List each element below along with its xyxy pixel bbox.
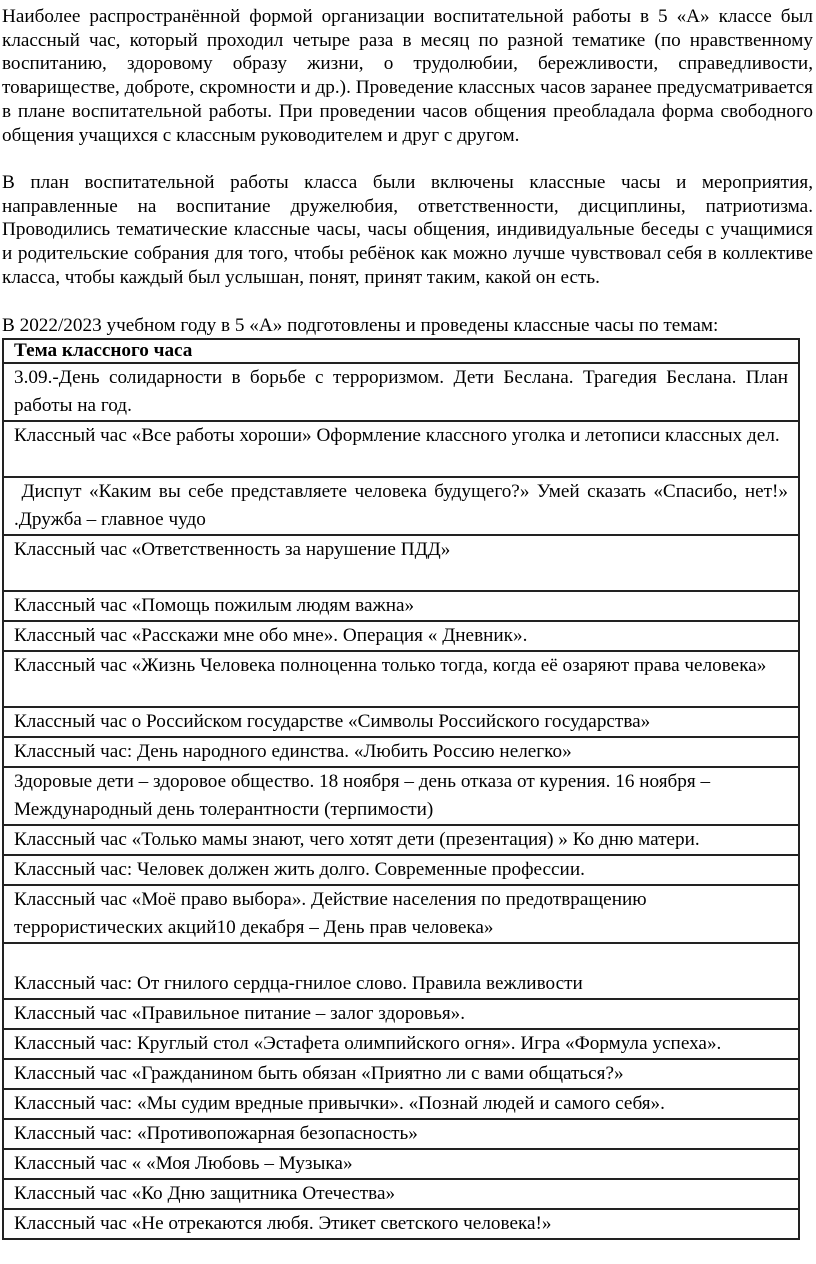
table-row — [3, 943, 799, 999]
table-cell: 3.09.-День солидарности в борьбе с терроризмом. Дети Беслана. Трагедия Беслана. План работы на год. — [3, 363, 799, 421]
table-row — [3, 591, 799, 621]
table-cell: Классный час «Помощь пожилым людям важна» — [3, 591, 799, 621]
table-cell: Классный час «Все работы хороши» Оформление классного уголка и летописи классных дел. — [3, 421, 799, 477]
table-row — [3, 885, 799, 943]
table-row — [3, 999, 799, 1029]
table-row — [3, 1179, 799, 1209]
table-cell: Классный час «Не отрекаются любя. Этикет светского человека!» — [3, 1209, 799, 1239]
table-row — [3, 651, 799, 707]
table-row — [3, 621, 799, 651]
table-row — [3, 1059, 799, 1089]
table-cell: Классный час: «Противопожарная безопасность» — [3, 1119, 799, 1149]
table-row — [3, 1209, 799, 1239]
table-cell: Классный час «Гражданином быть обязан «Приятно ли с вами общаться?» — [3, 1059, 799, 1089]
table-cell: Классный час о Российском государстве «Символы Российского государства» — [3, 707, 799, 737]
table-row — [3, 477, 799, 535]
table-row — [3, 363, 799, 421]
table-cell: Классный час «Расскажи мне обо мне». Операция « Дневник». — [3, 621, 799, 651]
table-row — [3, 1089, 799, 1119]
table-row — [3, 737, 799, 767]
table-caption: В 2022/2023 учебном году в 5 «А» подготовлены и проведены классные часы по темам: — [2, 315, 719, 336]
table-cell: Классный час «Только мамы знают, чего хотят дети (презентация) » Ко дню матери. — [3, 825, 799, 855]
table-row — [3, 421, 799, 477]
table-cell: Классный час «Жизнь Человека полноценна только тогда, когда её озаряют права человека» — [3, 651, 799, 707]
table-cell: Диспут «Каким вы себе представляете человека будущего?» Умей сказать «Спасибо, нет!» .Дружба – главное чудо — [3, 477, 799, 535]
table-cell: Классный час «Моё право выбора». Действие населения по предотвращению террористических акций10 декабря – День прав человека» — [3, 885, 799, 943]
table-row — [3, 1149, 799, 1179]
table-cell: Классный час: Человек должен жить долго. Современные профессии. — [3, 855, 799, 885]
table-cell: Классный час «Ответственность за нарушение ПДД» — [3, 535, 799, 591]
table-row — [3, 535, 799, 591]
table-row — [3, 825, 799, 855]
table-cell: Классный час: Круглый стол «Эстафета олимпийского огня». Игра «Формула успеха». — [3, 1029, 799, 1059]
table-cell: Классный час «Правильное питание – залог здоровья». — [3, 999, 799, 1029]
table-cell: Здоровые дети – здоровое общество. 18 ноября – день отказа от курения. 16 ноября – Международный день толерантности (терпимости) — [3, 767, 799, 825]
table-row — [3, 707, 799, 737]
table-cell: Классный час « «Моя Любовь – Музыка» — [3, 1149, 799, 1179]
table-cell: Классный час «Ко Дню защитника Отечества» — [3, 1179, 799, 1209]
table-row — [3, 767, 799, 825]
class-hours-table — [2, 338, 800, 1240]
table-row — [3, 1119, 799, 1149]
table-cell: Классный час: От гнилого сердца-гнилое слово. Правила вежливости — [3, 943, 799, 999]
table-cell: Классный час: День народного единства. «Любить Россию нелегко» — [3, 737, 799, 767]
intro-paragraph: Наиболее распространённой формой организации воспитательной работы в 5 «А» классе был классный час, который проходил четыре раза в месяц по разной тематике (по нравственному воспитанию, здоровому образу жизни, о трудолюбии, бережливости, справедливости, товариществе, доброте, скромности и др.). Проведение классных часов заранее предусматривается в плане воспитательной работы. При проведении часов общения преобладала форма свободного общения учащихся с классным руководителем и друг с другом. — [2, 6, 813, 146]
table-row — [3, 855, 799, 885]
table-header-row — [3, 339, 799, 363]
table-row — [3, 1029, 799, 1059]
column-header-topic: Тема классного часа — [3, 339, 799, 363]
table-cell: Классный час: «Мы судим вредные привычки». «Познай людей и самого себя». — [3, 1089, 799, 1119]
plan-paragraph: В план воспитательной работы класса были включены классные часы и мероприятия, направленные на воспитание дружелюбия, ответственности, дисциплины, патриотизма. Проводились тематические классные часы, часы общения, индивидуальные беседы с учащимися и родительские собрания для того, чтобы ребёнок как можно лучше чувствовал себя в коллективе класса, чтобы каждый был услышан, понят, принят таким, какой он есть. — [2, 172, 813, 288]
